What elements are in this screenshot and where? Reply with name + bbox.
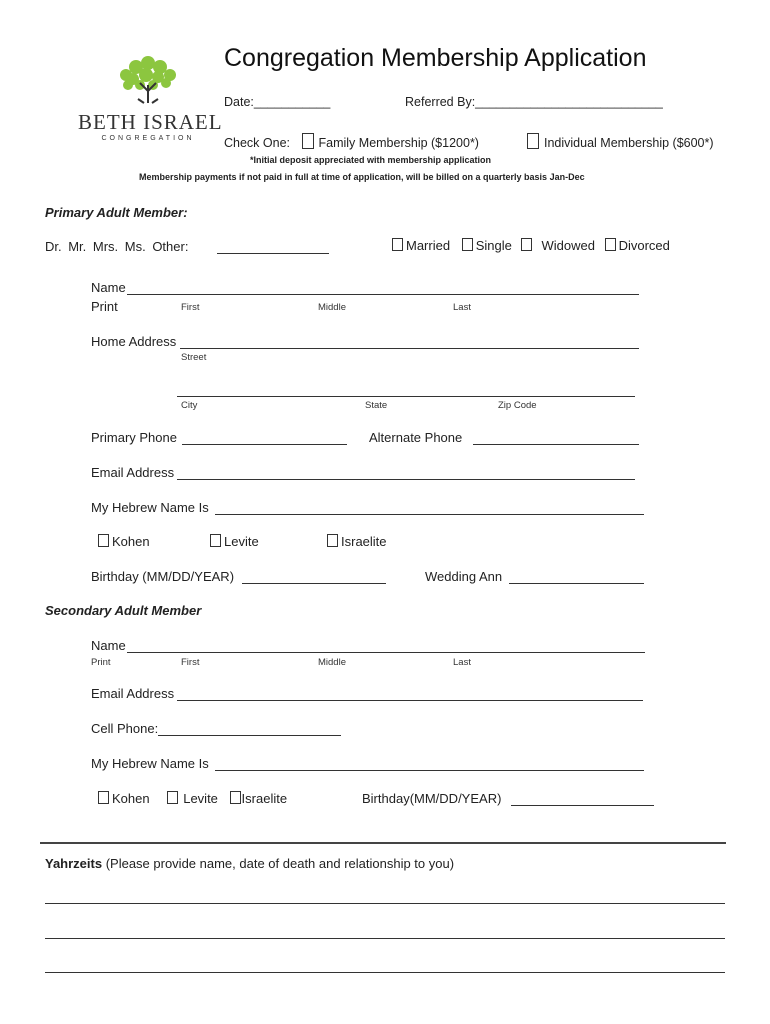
secondary-name-input[interactable]	[127, 652, 645, 653]
secondary-tribe-options	[98, 791, 287, 806]
single-label: Single	[475, 238, 512, 253]
secondary-heading: Secondary Adult Member	[45, 603, 202, 618]
birthday-input[interactable]	[242, 583, 386, 584]
secondary-email-label: Email Address	[91, 686, 175, 701]
israelite-option	[327, 534, 387, 549]
home-address-label: Home Address	[91, 334, 177, 349]
tree-icon	[78, 55, 218, 105]
yahrzeits-row	[45, 856, 454, 871]
secondary-israelite-label: Israelite	[241, 791, 288, 806]
hebrew-name-label: My Hebrew Name Is	[91, 500, 209, 515]
divorced-checkbox[interactable]	[605, 238, 616, 251]
secondary-email-input[interactable]	[177, 700, 643, 701]
secondary-levite-label: Levite	[183, 791, 218, 806]
levite-label: Levite	[224, 534, 259, 549]
street-input[interactable]	[180, 348, 639, 349]
kohen-checkbox[interactable]	[98, 534, 109, 547]
yahrzeit-line-2[interactable]	[45, 938, 725, 939]
alternate-phone-input[interactable]	[473, 444, 639, 445]
kohen-option	[98, 534, 150, 549]
last-label: Last	[453, 302, 471, 313]
other-title-input[interactable]	[217, 253, 329, 254]
first-label: First	[181, 302, 200, 313]
marital-status	[392, 238, 670, 253]
state-label: State	[365, 400, 388, 411]
married-label: Married	[406, 238, 451, 253]
secondary-birthday-label: Birthday(MM/DD/YEAR)	[362, 791, 502, 806]
street-label: Street	[181, 352, 207, 363]
print-label: Print	[91, 299, 118, 314]
primary-phone-label: Primary Phone	[91, 430, 177, 445]
secondary-first-label: First	[181, 657, 200, 668]
cell-phone-input[interactable]	[158, 735, 341, 736]
city-label: City	[181, 400, 198, 411]
secondary-middle-label: Middle	[318, 657, 346, 668]
individual-membership-checkbox[interactable]	[527, 133, 539, 149]
secondary-name-label: Name	[91, 638, 126, 653]
referred-by-field[interactable]: Referred By:___________________________	[405, 95, 663, 109]
israelite-checkbox[interactable]	[327, 534, 338, 547]
logo	[78, 55, 223, 142]
secondary-israelite-checkbox[interactable]	[230, 791, 241, 804]
secondary-kohen-label: Kohen	[112, 791, 150, 806]
married-checkbox[interactable]	[392, 238, 403, 251]
secondary-kohen-checkbox[interactable]	[98, 791, 109, 804]
deposit-note: *Initial deposit appreciated with membership application	[250, 155, 492, 165]
kohen-label: Kohen	[112, 534, 150, 549]
page-title: Congregation Membership Application	[224, 44, 647, 72]
logo-sub: CONGREGATION	[101, 135, 195, 142]
name-input[interactable]	[127, 294, 639, 295]
israelite-label: Israelite	[341, 534, 387, 549]
email-label: Email Address	[91, 465, 175, 480]
yahrzeit-line-1[interactable]	[45, 903, 725, 904]
secondary-birthday-input[interactable]	[511, 805, 654, 806]
zip-label: Zip Code	[498, 400, 537, 411]
secondary-print-label: Print	[91, 657, 111, 668]
family-membership-label: Family Membership ($1200*)	[318, 136, 479, 150]
alternate-phone-label: Alternate Phone	[369, 430, 463, 445]
section-divider	[40, 842, 726, 844]
email-input[interactable]	[177, 479, 635, 480]
individual-row	[527, 133, 714, 150]
cell-phone-label: Cell Phone:	[91, 721, 159, 736]
middle-label: Middle	[318, 302, 346, 313]
logo-name: BETH ISRAEL	[78, 110, 223, 134]
divorced-label: Divorced	[618, 238, 670, 253]
check-one-label: Check One:	[224, 136, 291, 150]
primary-phone-input[interactable]	[182, 444, 347, 445]
birthday-label: Birthday (MM/DD/YEAR)	[91, 569, 235, 584]
check-one-row	[224, 133, 479, 150]
wedding-input[interactable]	[509, 583, 644, 584]
yahrzeit-line-3[interactable]	[45, 972, 725, 973]
levite-option	[210, 534, 259, 549]
widowed-checkbox[interactable]	[521, 238, 532, 251]
primary-heading: Primary Adult Member:	[45, 205, 188, 220]
individual-membership-label: Individual Membership ($600*)	[544, 136, 714, 150]
secondary-hebrew-input[interactable]	[215, 770, 644, 771]
yahrzeits-label: Yahrzeits	[45, 856, 103, 871]
yahrzeits-instructions: (Please provide name, date of death and relationship to you)	[102, 856, 455, 871]
family-membership-checkbox[interactable]	[302, 133, 314, 149]
levite-checkbox[interactable]	[210, 534, 221, 547]
name-label: Name	[91, 280, 126, 295]
date-field[interactable]: Date:___________	[224, 95, 331, 109]
widowed-label: Widowed	[541, 238, 595, 253]
wedding-label: Wedding Ann	[425, 569, 503, 584]
single-checkbox[interactable]	[462, 238, 473, 251]
secondary-hebrew-label: My Hebrew Name Is	[91, 756, 209, 771]
hebrew-name-input[interactable]	[215, 514, 644, 515]
city-state-zip-input[interactable]	[177, 396, 635, 397]
title-options: Dr. Mr. Mrs. Ms. Other:	[45, 239, 189, 254]
payment-note: Membership payments if not paid in full at time of application, will be billed on a quarterly basis Jan-Dec	[139, 172, 585, 182]
secondary-last-label: Last	[453, 657, 471, 668]
secondary-levite-checkbox[interactable]	[167, 791, 178, 804]
